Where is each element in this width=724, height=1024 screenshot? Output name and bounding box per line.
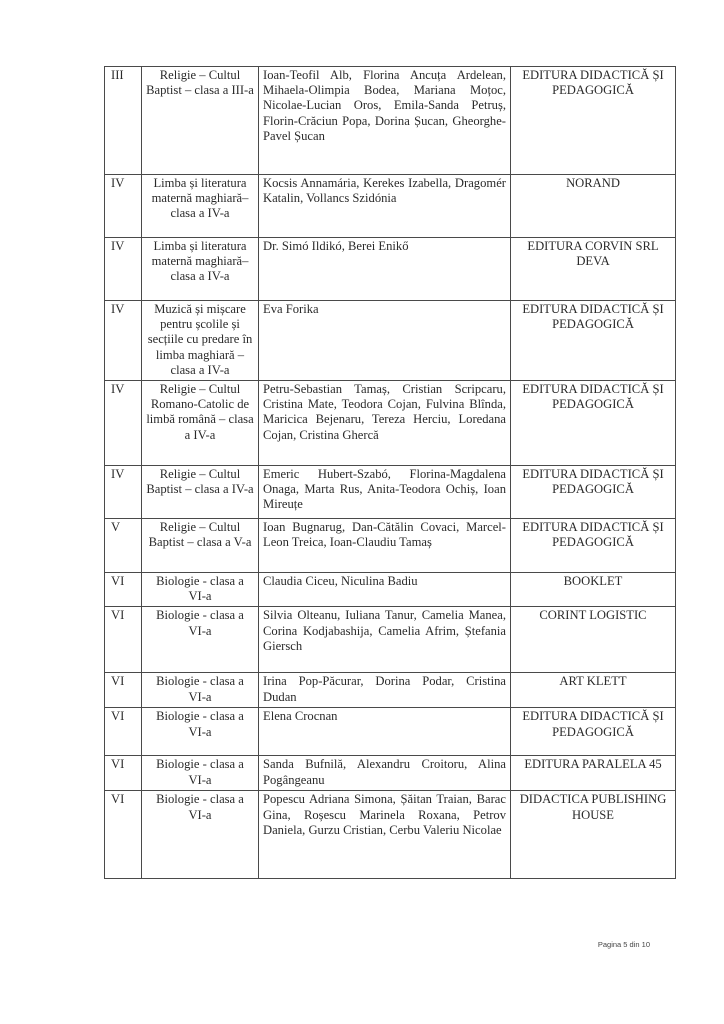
subject-cell: Biologie - clasa a VI-a — [142, 607, 259, 673]
publisher-cell: EDITURA DIDACTICĂ ȘI PEDAGOGICĂ — [511, 301, 676, 381]
subject-cell: Limba și literatura maternă maghiară– clasa a IV-a — [142, 238, 259, 301]
table-row — [105, 67, 676, 175]
table-row — [105, 466, 676, 519]
subject-cell: Biologie - clasa a VI-a — [142, 756, 259, 791]
authors-cell: Irina Pop-Păcurar, Dorina Podar, Cristina Dudan — [259, 673, 511, 708]
subject-cell: Religie – Cultul Romano-Catolic de limbă română – clasa a IV-a — [142, 381, 259, 466]
authors-cell: Emeric Hubert-Szabó, Florina-Magdalena Onaga, Marta Rus, Anita-Teodora Ochiș, Ioan Mireuțe — [259, 466, 511, 519]
authors-cell: Ioan-Teofil Alb, Florina Ancuța Ardelean, Mihaela-Olimpia Bodea, Mariana Moțoc, Nicolae-Lucian Oros, Emila-Sanda Petruș, Florin-Crăciun Popa, Dorina Șucan, Gheorghe-Pavel Șucan — [259, 67, 511, 175]
authors-cell: Sanda Bufnilă, Alexandru Croitoru, Alina Pogângeanu — [259, 756, 511, 791]
publisher-cell: EDITURA DIDACTICĂ ȘI PEDAGOGICĂ — [511, 708, 676, 756]
publisher-cell: EDITURA DIDACTICĂ ȘI PEDAGOGICĂ — [511, 519, 676, 573]
class-cell: V — [105, 519, 142, 573]
authors-cell: Petru-Sebastian Tamaș, Cristian Scripcaru, Cristina Mate, Teodora Cojan, Fulvina Blînda, Maricica Bejenaru, Tereza Herciu, Loredana Cojan, Cristina Ghercă — [259, 381, 511, 466]
publisher-cell: DIDACTICA PUBLISHING HOUSE — [511, 791, 676, 879]
subject-cell: Biologie - clasa a VI-a — [142, 573, 259, 607]
publisher-cell: BOOKLET — [511, 573, 676, 607]
table-row — [105, 708, 676, 756]
class-cell: IV — [105, 175, 142, 238]
subject-cell: Biologie - clasa a VI-a — [142, 673, 259, 708]
table-row — [105, 756, 676, 791]
publisher-cell: NORAND — [511, 175, 676, 238]
authors-cell: Elena Crocnan — [259, 708, 511, 756]
class-cell: IV — [105, 466, 142, 519]
publisher-cell: EDITURA DIDACTICĂ ȘI PEDAGOGICĂ — [511, 67, 676, 175]
table-row — [105, 175, 676, 238]
table-row — [105, 301, 676, 381]
class-cell: VI — [105, 756, 142, 791]
class-cell: VI — [105, 573, 142, 607]
class-cell: VI — [105, 708, 142, 756]
class-cell: IV — [105, 381, 142, 466]
subject-cell: Biologie - clasa a VI-a — [142, 791, 259, 879]
authors-cell: Silvia Olteanu, Iuliana Tanur, Camelia Manea, Corina Kodjabashija, Camelia Afrim, Ștefania Giersch — [259, 607, 511, 673]
class-cell: VI — [105, 673, 142, 708]
publisher-cell: EDITURA DIDACTICĂ ȘI PEDAGOGICĂ — [511, 381, 676, 466]
subject-cell: Religie – Cultul Baptist – clasa a V-a — [142, 519, 259, 573]
publisher-cell: ART KLETT — [511, 673, 676, 708]
subject-cell: Biologie - clasa a VI-a — [142, 708, 259, 756]
class-cell: III — [105, 67, 142, 175]
table-row — [105, 607, 676, 673]
authors-cell: Claudia Ciceu, Niculina Badiu — [259, 573, 511, 607]
class-cell: VI — [105, 791, 142, 879]
table-row — [105, 673, 676, 708]
textbook-table — [104, 66, 676, 879]
authors-cell: Eva Forika — [259, 301, 511, 381]
authors-cell: Ioan Bugnarug, Dan-Cătălin Covaci, Marcel-Leon Treica, Ioan-Claudiu Tamaș — [259, 519, 511, 573]
authors-cell: Dr. Simó Ildikó, Berei Enikő — [259, 238, 511, 301]
table-row — [105, 573, 676, 607]
publisher-cell: EDITURA PARALELA 45 — [511, 756, 676, 791]
table-row — [105, 238, 676, 301]
subject-cell: Limba și literatura maternă maghiară– clasa a IV-a — [142, 175, 259, 238]
table-row — [105, 519, 676, 573]
class-cell: IV — [105, 238, 142, 301]
table-row — [105, 381, 676, 466]
subject-cell: Muzică și mișcare pentru școlile și secțiile cu predare în limba maghiară – clasa a IV-a — [142, 301, 259, 381]
page-number: Pagina 5 din 10 — [597, 940, 650, 949]
table-row — [105, 791, 676, 879]
publisher-cell: EDITURA DIDACTICĂ ȘI PEDAGOGICĂ — [511, 466, 676, 519]
class-cell: VI — [105, 607, 142, 673]
authors-cell: Popescu Adriana Simona, Șăitan Traian, Barac Gina, Roșescu Marinela Roxana, Petrov Daniela, Gurzu Cristian, Cerbu Valeriu Nicolae — [259, 791, 511, 879]
class-cell: IV — [105, 301, 142, 381]
subject-cell: Religie – Cultul Baptist – clasa a IV-a — [142, 466, 259, 519]
authors-cell: Kocsis Annamária, Kerekes Izabella, Dragomér Katalin, Vollancs Szidónia — [259, 175, 511, 238]
publisher-cell: EDITURA CORVIN SRL DEVA — [511, 238, 676, 301]
publisher-cell: CORINT LOGISTIC — [511, 607, 676, 673]
subject-cell: Religie – Cultul Baptist – clasa a III-a — [142, 67, 259, 175]
